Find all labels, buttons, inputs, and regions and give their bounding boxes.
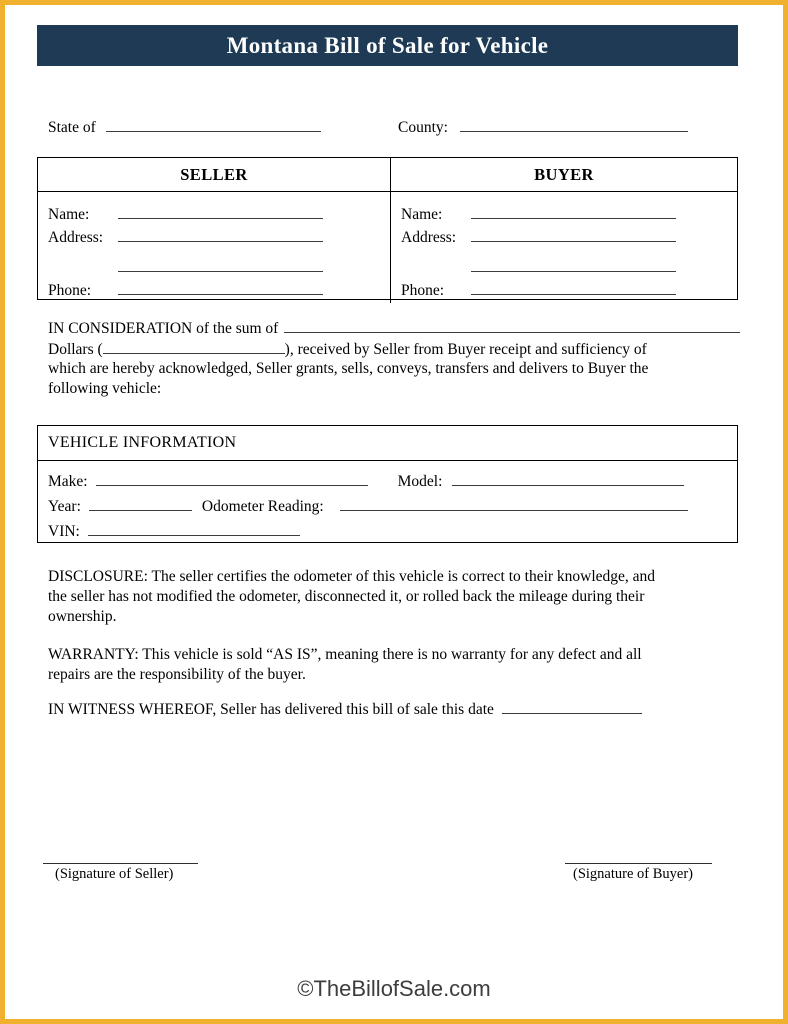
seller-phone-label: Phone: <box>48 282 92 299</box>
make-model-row <box>48 471 727 496</box>
year-odometer-row <box>48 496 727 521</box>
vehicle-information-box <box>37 425 738 543</box>
buyer-name-row <box>401 204 727 227</box>
seller-info-cell <box>38 192 391 303</box>
buyer-signature-label: (Signature of Buyer) <box>573 866 693 882</box>
buyer-name-label: Name: <box>401 206 443 223</box>
vin-blank-line <box>88 521 300 536</box>
seller-header-label: SELLER <box>180 164 248 184</box>
seller-address-continuation-blank-line <box>118 257 323 272</box>
buyer-address-blank-line <box>471 227 676 242</box>
warranty-paragraph <box>48 645 743 685</box>
seller-phone-blank-line <box>118 280 323 295</box>
consideration-lead: IN CONSIDERATION of the sum of <box>48 320 279 337</box>
seller-name-label: Name: <box>48 206 90 223</box>
vehicle-information-body <box>38 461 737 546</box>
seller-buyer-table <box>37 157 738 300</box>
consideration-line3: which are hereby acknowledged, Seller grants, sells, conveys, transfers and delivers to Buyer the <box>48 360 649 377</box>
sum-amount-blank-line <box>284 318 740 333</box>
buyer-phone-label: Phone: <box>401 282 445 299</box>
buyer-header-cell <box>391 158 737 192</box>
seller-header-cell <box>38 158 391 192</box>
buyer-header-label: BUYER <box>534 164 594 184</box>
odometer-label: Odometer Reading: <box>201 498 324 515</box>
witness-clause <box>48 699 743 719</box>
witness-text: IN WITNESS WHEREOF, Seller has delivered this bill of sale this date <box>48 701 494 718</box>
seller-phone-row <box>48 280 380 303</box>
county-blank-line <box>460 117 688 132</box>
seller-name-blank-line <box>118 204 323 219</box>
buyer-address-continuation-blank-line <box>471 257 676 272</box>
seller-address-blank-line <box>118 227 323 242</box>
model-label: Model: <box>397 473 443 490</box>
seller-address-continuation-row <box>48 257 380 280</box>
disclosure-line-1: DISCLOSURE: The seller certifies the odometer of this vehicle is correct to their knowledge, and <box>48 568 656 585</box>
buyer-phone-row <box>401 280 727 303</box>
dollars-blank-line <box>103 339 285 354</box>
consideration-body <box>48 339 740 399</box>
footer-watermark: ©TheBillofSale.com <box>297 976 491 1001</box>
seller-signature-label: (Signature of Seller) <box>55 866 174 882</box>
year-label: Year: <box>48 498 81 515</box>
warranty-line-2: repairs are the responsibility of the buyer. <box>48 666 306 683</box>
buyer-phone-blank-line <box>471 280 676 295</box>
dollars-label: Dollars ( <box>48 340 103 358</box>
disclosure-line-2: the seller has not modified the odometer, disconnected it, or rolled back the mileage during their <box>48 588 645 605</box>
disclosure-paragraph <box>48 567 743 627</box>
disclosure-line-3: ownership. <box>48 608 117 625</box>
witness-date-blank-line <box>502 699 642 714</box>
consideration-paragraph <box>48 318 740 398</box>
consideration-line4: following vehicle: <box>48 379 162 397</box>
consideration-lead-row <box>48 318 740 339</box>
state-label: State of <box>48 119 96 136</box>
footer <box>0 976 788 1002</box>
state-field <box>48 117 321 137</box>
vehicle-information-title: VEHICLE INFORMATION <box>48 434 237 451</box>
vin-row <box>48 521 727 546</box>
make-label: Make: <box>48 473 88 490</box>
seller-signature-block <box>43 863 198 883</box>
buyer-signature-block <box>565 863 712 883</box>
seller-name-row <box>48 204 380 227</box>
page-title: Montana Bill of Sale for Vehicle <box>226 32 549 58</box>
state-blank-line <box>106 117 321 132</box>
county-label: County: <box>398 119 448 136</box>
warranty-line-1: WARRANTY: This vehicle is sold “AS IS”, meaning there is no warranty for any defect and all <box>48 646 642 663</box>
county-field <box>398 117 688 137</box>
buyer-address-continuation-row <box>401 257 727 280</box>
seller-signature-line <box>43 863 198 864</box>
vin-label: VIN: <box>48 523 80 540</box>
buyer-address-label: Address: <box>401 229 457 246</box>
buyer-signature-line <box>565 863 712 864</box>
vehicle-information-header <box>38 426 737 461</box>
buyer-info-cell <box>391 192 737 303</box>
model-blank-line <box>452 471 684 486</box>
title-bar <box>37 25 738 66</box>
buyer-address-row <box>401 227 727 250</box>
buyer-name-blank-line <box>471 204 676 219</box>
odometer-blank-line <box>340 496 688 511</box>
make-blank-line <box>96 471 368 486</box>
seller-address-label: Address: <box>48 229 104 246</box>
seller-address-row <box>48 227 380 250</box>
consideration-line2: ), received by Seller from Buyer receipt and sufficiency of <box>284 340 647 358</box>
year-blank-line <box>89 496 192 511</box>
